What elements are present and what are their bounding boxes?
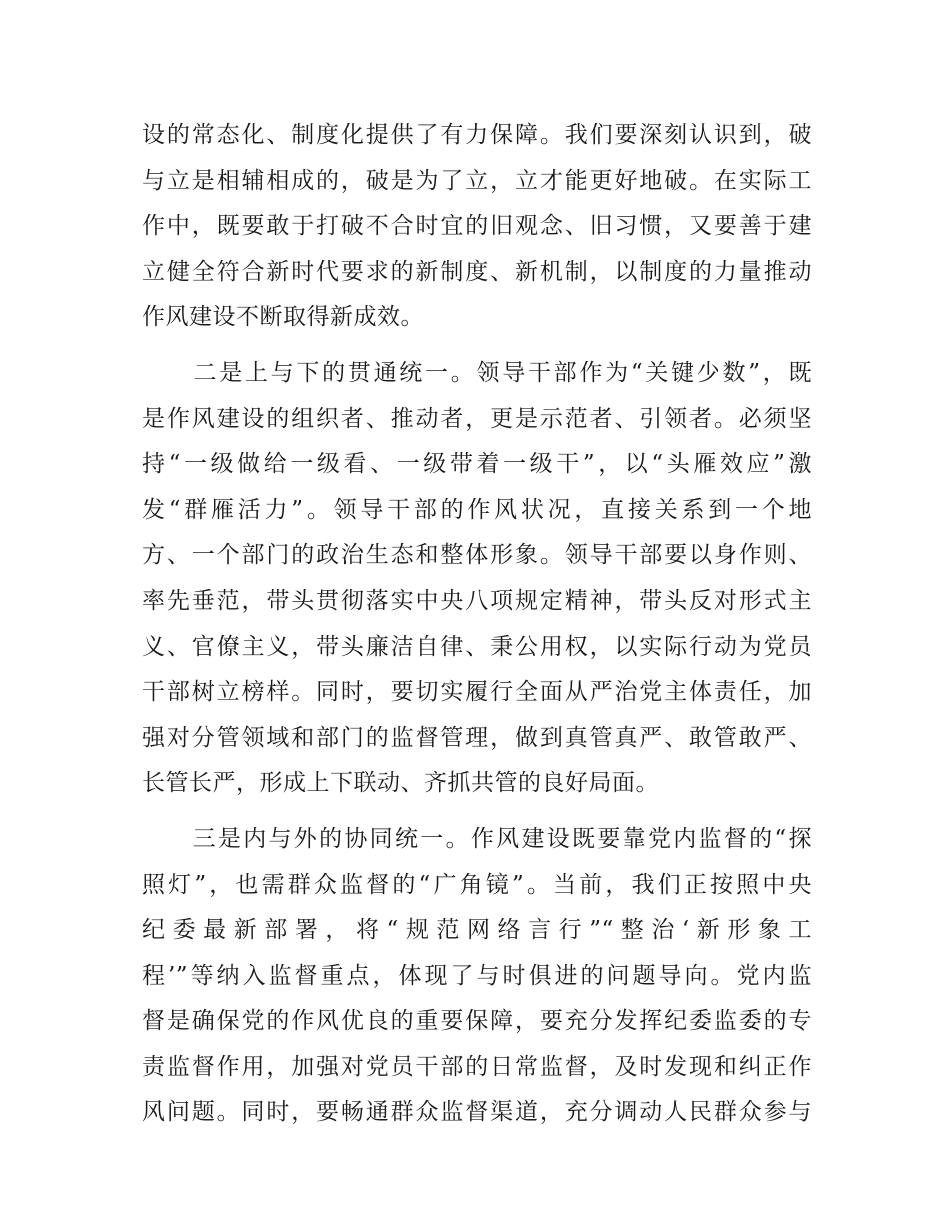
paragraph-1 — [142, 113, 812, 341]
text-line: 义、官僚主义，带头廉洁自律、秉公用权，以实际行动为党员 — [142, 633, 812, 660]
text-line: 风问题。同时，要畅通群众监督渠道，充分调动人民群众参与 — [142, 1099, 812, 1126]
text-line: 立健全符合新时代要求的新制度、新机制，以制度的力量推动 — [142, 258, 812, 285]
document-page — [142, 113, 812, 1136]
text-line: 作中，既要敢于打破不合时宜的旧观念、旧习惯，又要善于建 — [142, 213, 812, 240]
text-line: 二是上与下的贯通统一。领导干部作为“关键少数”，既 — [142, 359, 812, 386]
text-line: 程’”等纳入监督重点，体现了与时俱进的问题导向。党内监 — [142, 962, 812, 989]
text-line: 作风建设不断取得新成效。 — [142, 304, 424, 331]
text-line: 督是确保党的作风优良的重要保障，要充分发挥纪委监委的专 — [142, 1008, 812, 1035]
text-line: 发“群雁活力”。领导干部的作风状况，直接关系到一个地 — [142, 496, 812, 523]
text-line: 三是内与外的协同统一。作风建设既要靠党内监督的“探 — [142, 825, 812, 852]
text-line: 干部树立榜样。同时，要切实履行全面从严治党主体责任，加 — [142, 679, 812, 706]
text-line: 强对分管领域和部门的监督管理，做到真管真严、敢管敢严、 — [142, 724, 812, 751]
text-line: 率先垂范，带头贯彻落实中央八项规定精神，带头反对形式主 — [142, 587, 812, 614]
text-line: 纪委最新部署，将“规范网络言行”“整治‘新形象工 — [142, 917, 812, 944]
text-line: 持“一级做给一级看、一级带着一级干”，以“头雁效应”激 — [142, 451, 812, 478]
text-line: 责监督作用，加强对党员干部的日常监督，及时发现和纠正作 — [142, 1053, 812, 1080]
paragraph-2 — [142, 351, 812, 807]
text-line: 设的常态化、制度化提供了有力保障。我们要深刻认识到，破 — [142, 122, 812, 148]
paragraph-3 — [142, 817, 812, 1136]
text-line: 长管长严，形成上下联动、齐抓共管的良好局面。 — [142, 770, 659, 797]
text-line: 与立是相辅相成的，破是为了立，立才能更好地破。在实际工 — [142, 167, 812, 194]
text-line: 是作风建设的组织者、推动者，更是示范者、引领者。必须坚 — [142, 405, 812, 432]
text-line: 照灯”，也需群众监督的“广角镜”。当前，我们正按照中央 — [142, 871, 812, 898]
text-line: 方、一个部门的政治生态和整体形象。领导干部要以身作则、 — [142, 542, 812, 569]
